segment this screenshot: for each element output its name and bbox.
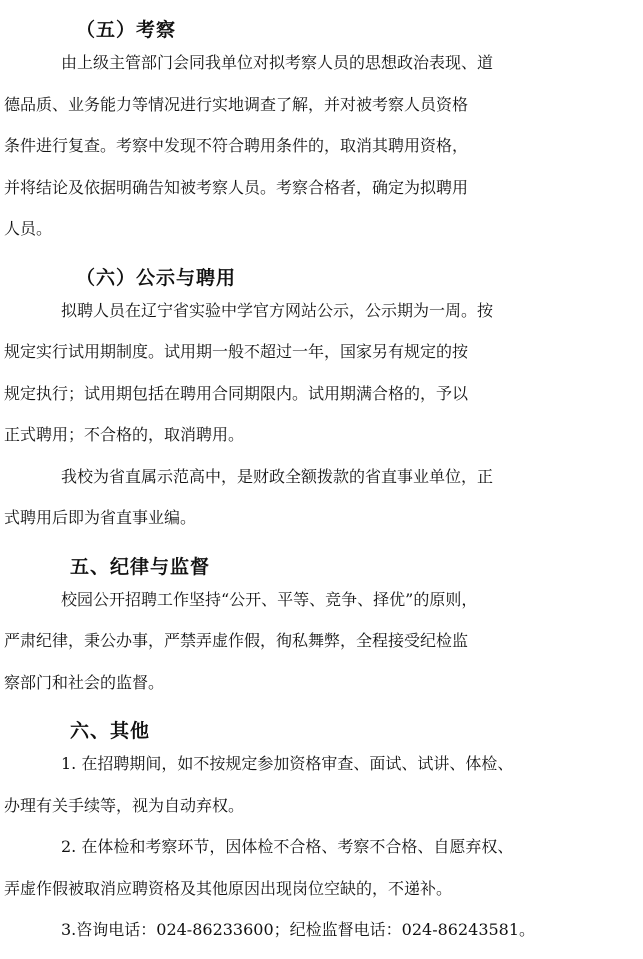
section-heading-other: 六、其他 [70,720,151,742]
paragraph-line: 我校为省直属示范高中，是财政全额拨款的省直事业单位，正 [61,466,494,486]
section-heading-publicity: （六）公示与聘用 [76,266,237,289]
paragraph-publicity-2 [4,464,613,547]
paragraph-discipline [4,587,613,712]
paragraph-publicity-1 [4,298,613,464]
paragraph-line: 人员。 [4,219,53,238]
paragraph-line: 规定实行试用期制度。试用期一般不超过一年，国家另有规定的按 [4,342,469,361]
list-item-3 [4,917,613,959]
paragraph-line: 拟聘人员在辽宁省实验中学官方网站公示，公示期为一周。按 [61,300,494,320]
paragraph-line: 弄虚作假被取消应聘资格及其他原因出现岗位空缺的，不递补。 [4,878,453,898]
section-heading-inspection: （五）考察 [76,19,177,41]
paragraph-line-contact: 3.咨询电话：024-86233600；纪检监督电话：024-86243581。 [61,920,536,939]
paragraph-inspection [4,50,613,258]
paragraph-line: 规定执行；试用期包括在聘用合同期限内。试用期满合格的，予以 [4,383,469,403]
paragraph-line: 由上级主管部门会同我单位对拟考察人员的思想政治表现、道 [61,53,494,72]
paragraph-line: 式聘用后即为省直事业编。 [4,508,197,527]
paragraph-line: 条件进行复查。考察中发现不符合聘用条件的，取消其聘用资格， [4,136,469,155]
paragraph-line: 1. 在招聘期间，如不按规定参加资格审查、面试、试讲、体检、 [61,754,514,773]
section-heading-discipline: 五、纪律与监督 [70,555,211,578]
paragraph-line: 德品质、业务能力等情况进行实地调查了解，并对被考察人员资格 [4,94,469,114]
list-item-2 [4,834,613,917]
paragraph-line: 并将结论及依据明确告知被考察人员。考察合格者，确定为拟聘用 [4,177,469,197]
paragraph-line: 严肃纪律，秉公办事，严禁弄虚作假，徇私舞弊，全程接受纪检监 [4,631,469,650]
paragraph-line: 察部门和社会的监督。 [4,672,165,692]
paragraph-line: 2. 在体检和考察环节，因体检不合格、考察不合格、自愿弃权、 [61,837,514,856]
paragraph-line: 校园公开招聘工作坚持“公开、平等、竞争、择优”的原则， [61,589,478,609]
paragraph-line: 办理有关手续等，视为自动弃权。 [4,795,245,815]
list-item-1 [4,751,613,834]
paragraph-line: 正式聘用；不合格的，取消聘用。 [4,425,245,444]
